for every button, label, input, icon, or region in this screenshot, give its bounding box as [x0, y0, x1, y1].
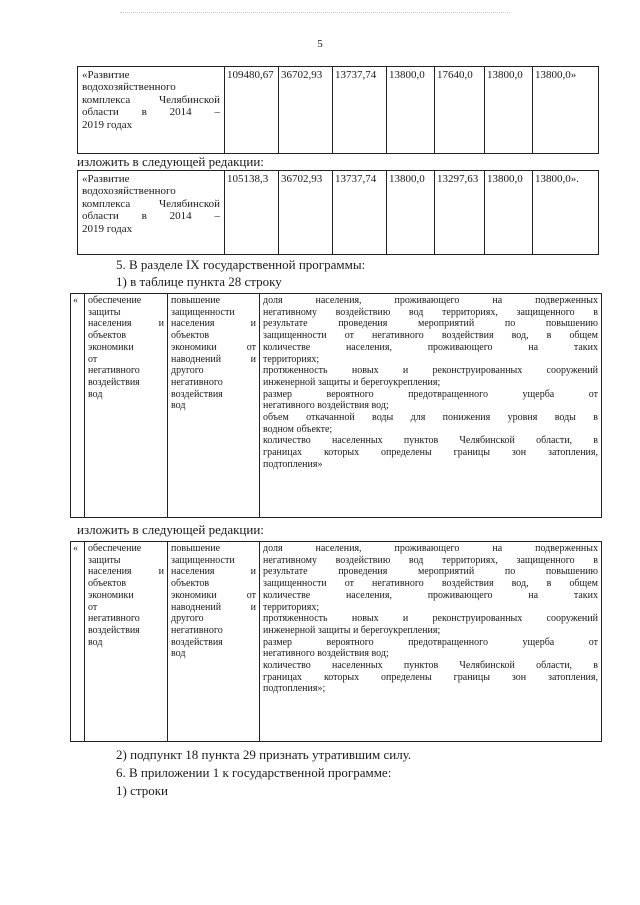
indicator-line: негативному воздействию вод территориях, защищенного в [263, 554, 598, 566]
program-name-line: области в 2014 – [82, 210, 220, 223]
value-cell: 36702,93 [279, 171, 333, 255]
measure-table-new [70, 541, 602, 742]
indicator-line: количество населенных пунктов Челябинской области, в [263, 660, 598, 672]
indicator-line: протяженность новых и реконструированных сооружений [263, 365, 598, 377]
task-line: населения и [171, 566, 256, 578]
program-name-line: водохозяйственного [82, 81, 176, 94]
financing-table-old [77, 66, 599, 154]
task-line: вод [171, 648, 186, 660]
indicator-line: количестве населения, проживающего на таких [263, 341, 598, 353]
program-name-line: «Развитие [82, 69, 130, 81]
indicator-line: территориях; [263, 353, 320, 365]
indicator-line: протяженность новых и реконструированных сооружений [263, 613, 598, 625]
page-number: 5 [317, 38, 323, 50]
goal-line: экономики [88, 589, 134, 601]
goal-line: вод [88, 388, 103, 400]
value-cell: 13800,0 [387, 67, 435, 154]
goal-line: обеспечение [88, 295, 142, 306]
indicator-line: количестве населения, проживающего на таких [263, 589, 598, 601]
value-cell: 13737,74 [333, 171, 387, 255]
task-line: экономики от [171, 341, 256, 353]
goal-line: населения и [88, 318, 164, 330]
item-5-1: 1) в таблице пункта 28 строку [116, 274, 282, 289]
indicator-line: доля населения, проживающего на подверженных [263, 295, 598, 306]
task-line: негативного [171, 376, 223, 388]
indicator-line: негативного воздействия вод; [263, 648, 389, 660]
task-line: наводнений и [171, 601, 256, 613]
section-6-heading: 6. В приложении 1 к государственной программе: [116, 765, 392, 780]
indicator-line: водном объекте; [263, 423, 333, 435]
indicator-line: негативного воздействия вод; [263, 400, 389, 412]
indicator-line: подтопления»; [263, 683, 326, 695]
goal-cell [85, 294, 168, 518]
task-cell [168, 542, 260, 742]
indicator-line: границах которых определены границы зон затопления, [263, 671, 598, 683]
section-5-heading: 5. В разделе IX государственной программы: [116, 257, 366, 272]
indicator-line: границах которых определены границы зон затопления, [263, 447, 598, 459]
goal-line: объектов [88, 578, 127, 590]
indicator-line: доля населения, проживающего на подверженных [263, 543, 598, 554]
measure-table-old [70, 293, 602, 518]
indicator-line: результате проведения мероприятий по повышению [263, 318, 598, 330]
program-name-cell [78, 171, 225, 255]
goal-line: негативного [88, 613, 140, 625]
value-cell: 13800,0 [485, 171, 533, 255]
indicator-line: защищенности от негативного воздействия вод, в общем [263, 330, 598, 342]
task-line: населения и [171, 318, 256, 330]
value-cell: 105138,3 [225, 171, 279, 255]
task-cell [168, 294, 260, 518]
item-6-1: 1) строки [116, 783, 168, 798]
indicator-line: защищенности от негативного воздействия вод, в общем [263, 578, 598, 590]
value-cell: 13800,0 [485, 67, 533, 154]
indicator-line: территориях; [263, 601, 320, 613]
program-name-line: комплекса Челябинской [82, 93, 220, 106]
task-line: объектов [171, 330, 210, 342]
indicator-line: результате проведения мероприятий по повышению [263, 566, 598, 578]
goal-line: от [88, 353, 98, 365]
goal-line: защиты [88, 306, 121, 318]
indicator-line: инженерной защиты и берегоукрепления; [263, 376, 441, 388]
indicator-line: размер вероятного предотвращенного ущерба от [263, 636, 598, 648]
edit-phrase: изложить в следующей редакции: [77, 154, 264, 169]
indicator-line: количество населенных пунктов Челябинской области, в [263, 435, 598, 447]
task-line: защищенности [171, 306, 235, 318]
indicators-cell [260, 542, 602, 742]
goal-cell [85, 542, 168, 742]
indicators-cell [260, 294, 602, 518]
value-cell: 13800,0». [533, 171, 599, 255]
program-name-line: водохозяйственного [82, 185, 176, 198]
task-line: экономики от [171, 589, 256, 601]
value-cell: 13800,0 [387, 171, 435, 255]
program-name-line: 2019 годах [82, 118, 133, 131]
program-name-line: 2019 годах [82, 222, 133, 235]
task-line: вод [171, 400, 186, 412]
task-line: объектов [171, 578, 210, 590]
goal-line: обеспечение [88, 543, 142, 554]
quote-cell: « [71, 294, 85, 518]
indicator-line: инженерной защиты и берегоукрепления; [263, 624, 441, 636]
indicator-line: размер вероятного предотвращенного ущерба от [263, 388, 598, 400]
indicator-line: подтопления» [263, 458, 323, 470]
indicator-line: объем откачанной воды для понижения уровня воды в [263, 412, 598, 424]
goal-line: объектов [88, 330, 127, 342]
program-name-line: комплекса Челябинской [82, 197, 220, 210]
program-name-line: «Развитие [82, 173, 130, 185]
goal-line: защиты [88, 554, 121, 566]
task-line: другого [171, 365, 204, 377]
financing-table-new [77, 170, 599, 255]
value-cell: 36702,93 [279, 67, 333, 154]
value-cell: 17640,0 [435, 67, 485, 154]
task-line: защищенности [171, 554, 235, 566]
goal-line: экономики [88, 341, 134, 353]
task-line: наводнений и [171, 353, 256, 365]
task-line: другого [171, 613, 204, 625]
goal-line: воздействия [88, 376, 140, 388]
goal-line: населения и [88, 566, 164, 578]
goal-line: вод [88, 636, 103, 648]
value-cell: 13737,74 [333, 67, 387, 154]
task-line: воздействия [171, 388, 223, 400]
edit-phrase: изложить в следующей редакции: [77, 522, 264, 537]
quote-cell: « [71, 542, 85, 742]
program-name-line: области в 2014 – [82, 106, 220, 119]
task-line: воздействия [171, 636, 223, 648]
indicator-line: негативному воздействию вод территориях, защищенного в [263, 306, 598, 318]
value-cell: 13297,63 [435, 171, 485, 255]
task-line: повышение [171, 543, 221, 554]
task-line: повышение [171, 295, 221, 306]
task-line: негативного [171, 624, 223, 636]
goal-line: от [88, 601, 98, 613]
program-name-cell [78, 67, 225, 154]
value-cell: 13800,0» [533, 67, 599, 154]
value-cell: 109480,67 [225, 67, 279, 154]
item-5-2: 2) подпункт 18 пункта 29 признать утратившим силу. [116, 747, 412, 762]
goal-line: негативного [88, 365, 140, 377]
goal-line: воздействия [88, 624, 140, 636]
scan-header-artifact [120, 12, 510, 13]
